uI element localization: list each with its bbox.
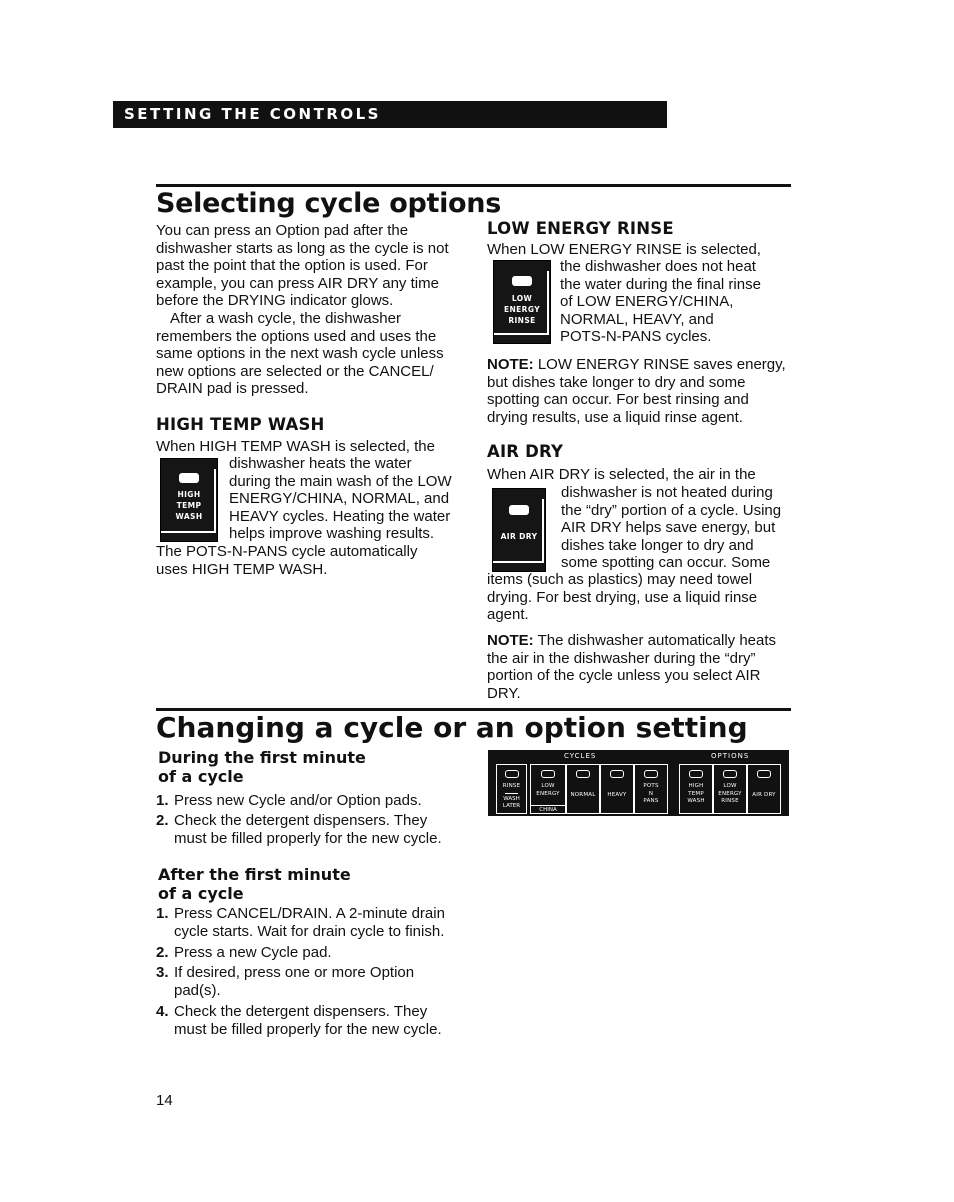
panel-button-rinse: RINSE WASH LATER [496, 764, 527, 814]
control-panel-illustration [488, 750, 789, 816]
cycles-label: CYCLES [564, 752, 597, 760]
panel-button-pots-n-pans: POTS N PANS [634, 764, 668, 814]
panel-button-heavy: HEAVY [600, 764, 634, 814]
intro-paragraph-1: You can press an Option pad after the dishwasher starts as long as the cycle is not past the point that the option is used. For example, you can press AIR DRY any time before the DRYING indicator glows. [156, 222, 449, 310]
air-dry-note: NOTE: The dishwasher automatically heats the air in the dishwasher during the “dry” portion of the cycle unless you select AIR DRY. [487, 632, 777, 702]
intro-column [156, 222, 461, 398]
panel-button-normal: NORMAL [566, 764, 600, 814]
section-title-selecting-cycle-options: Selecting cycle options [156, 188, 501, 219]
high-temp-wash-heading: HIGH TEMP WASH [156, 415, 325, 434]
section-header-bar: SETTING THE CONTROLS [113, 101, 667, 128]
section-rule-top [156, 184, 791, 187]
air-dry-after-text: items (such as plastics) may need towel drying. For best drying, use a liquid rinse agent. [487, 571, 758, 624]
low-energy-rinse-wrap-text: the dishwasher does not heat the water during the final rinse of LOW ENERGY/CHINA, NORMAL, HEAVY, and POTS-N-PANS cycles. [560, 258, 761, 346]
panel-button-air-dry: AIR DRY [747, 764, 781, 814]
air-dry-line1: When AIR DRY is selected, the air in the [487, 466, 756, 483]
section-title-changing-setting: Changing a cycle or an option setting [156, 711, 748, 744]
air-dry-heading: AIR DRY [487, 442, 564, 461]
intro-paragraph-2: After a wash cycle, the dishwasher remembers the options used and uses the same options in the next wash cycle unless new options are selected or the CANCEL/ DRAIN pad is pressed. [156, 309, 444, 398]
first-minute-heading: During the first minute of a cycle [158, 748, 366, 786]
after-minute-heading: After the first minute of a cycle [158, 865, 351, 903]
panel-button-high-temp-wash: HIGH TEMP WASH [679, 764, 713, 814]
high-temp-wash-line1: When HIGH TEMP WASH is selected, the [156, 438, 435, 455]
panel-button-low-energy: LOW ENERGY CHINA [530, 764, 566, 814]
low-energy-rinse-note: NOTE: LOW ENERGY RINSE saves energy, but dishes take longer to dry and some spotting can occur. For best rinsing and drying results, use a liquid rinse agent. [487, 356, 786, 426]
air-dry-pad-icon: AIR DRY [492, 488, 546, 572]
high-temp-wash-after-text: The POTS-N-PANS cycle automatically uses HIGH TEMP WASH. [156, 543, 418, 578]
low-energy-rinse-heading: LOW ENERGY RINSE [487, 219, 674, 238]
low-energy-rinse-pad-icon: LOW ENERGY RINSE [493, 260, 551, 344]
low-energy-rinse-line1: When LOW ENERGY RINSE is selected, [487, 241, 761, 258]
high-temp-wash-pad-icon: HIGH TEMP WASH [160, 458, 218, 542]
options-label: OPTIONS [711, 752, 750, 760]
page-number: 14 [156, 1092, 173, 1109]
air-dry-wrap-text: dishwasher is not heated during the “dry” portion of a cycle. Using AIR DRY helps save energy, but dishes take longer to dry and some spotting can occur. Some [561, 484, 782, 572]
panel-button-low-energy-rinse: LOW ENERGY RINSE [713, 764, 747, 814]
high-temp-wash-wrap-text: dishwasher heats the water during the main wash of the LOW ENERGY/CHINA, NORMAL, and HEAVY cycles. Heating the water helps improve washing results. [229, 455, 452, 543]
